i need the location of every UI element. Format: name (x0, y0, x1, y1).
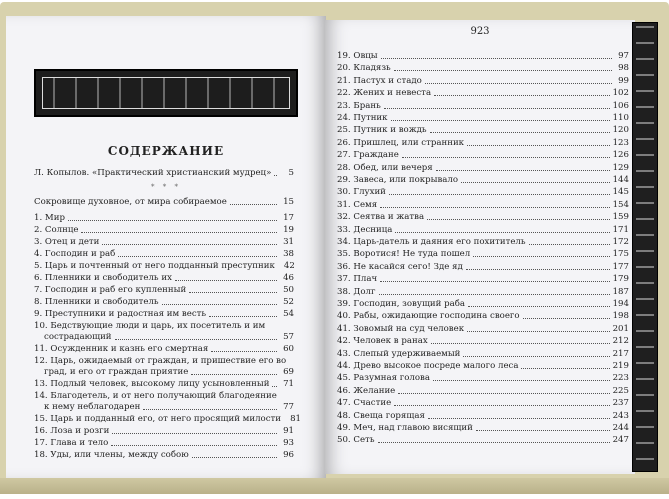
toc-entry (337, 76, 629, 86)
toc-entry (337, 262, 629, 272)
toc-entry-page: 237 (612, 398, 629, 409)
dot-leader (398, 386, 609, 394)
toc-entry-page: 57 (283, 332, 294, 342)
toc-entry-title: 37. Плач (337, 274, 378, 285)
toc-entry-page: 187 (612, 286, 629, 297)
toc-entry (337, 386, 629, 396)
toc-entry-title: 4. Господин и раб (34, 249, 116, 259)
toc-entry-title: 3. Отец и дети (34, 237, 100, 247)
toc-entry-title: 24. Путник (337, 113, 388, 123)
toc-entry-page: 102 (612, 88, 629, 99)
toc-entry (34, 379, 294, 389)
toc-entry-page: 38 (283, 249, 294, 259)
toc-entry-title: 31. Семя (337, 199, 378, 210)
toc-entry-title: 29. Завеса, или покрывало (337, 175, 459, 185)
toc-entry-page: 247 (612, 435, 629, 446)
toc-entry (337, 361, 629, 371)
toc-entry-page: 198 (612, 311, 629, 322)
toc-entry-page: 17 (283, 213, 294, 223)
toc-entry (34, 344, 294, 354)
toc-entry (337, 435, 629, 445)
dot-leader (272, 379, 277, 387)
toc-entry-page: 69 (283, 367, 294, 377)
toc-entry (337, 274, 629, 284)
toc-entry-page: 223 (612, 373, 629, 384)
section-separator: * * * (151, 183, 181, 191)
dot-leader (81, 225, 277, 233)
toc-entry-title: 50. Сеть (337, 435, 375, 446)
toc-entry-page: 96 (283, 450, 294, 460)
toc-entry (337, 113, 629, 123)
toc-entry (337, 138, 629, 148)
toc-entry-page: 129 (612, 162, 629, 173)
toc-entry-page: 159 (612, 212, 629, 223)
toc-entry (337, 349, 629, 359)
dot-leader (467, 138, 610, 146)
left-page (6, 16, 326, 478)
toc-entry-title: 44. Древо высокое посреде малого леса (337, 361, 519, 371)
toc-entry (337, 187, 629, 197)
page-number: 923 (470, 26, 490, 37)
dot-leader (431, 336, 610, 344)
dot-leader (118, 249, 277, 257)
toc-entry-page: 177 (612, 261, 629, 272)
toc-entry (34, 426, 294, 436)
toc-entry (337, 336, 629, 346)
dot-leader (428, 411, 610, 419)
dot-leader (175, 273, 277, 281)
toc-entry-page: 123 (612, 137, 629, 148)
toc-entry-page: 110 (612, 113, 629, 123)
toc-entry-title: 17. Глава и тело (34, 438, 109, 448)
toc-entry-title: 49. Меч, над главою висящий (337, 423, 473, 433)
dot-leader (466, 262, 610, 270)
toc-entry (34, 438, 294, 448)
dot-leader (380, 274, 609, 282)
toc-entry (337, 324, 629, 334)
dot-leader (102, 237, 277, 245)
toc-entry (337, 373, 629, 383)
dot-leader (468, 299, 610, 307)
dot-leader (391, 113, 610, 121)
toc-entry (337, 225, 629, 235)
dot-leader (384, 101, 610, 109)
toc-entry (34, 261, 294, 271)
toc-entry (44, 332, 294, 342)
toc-entry-line: 14. Благодетель, и от него получающий благодеяние (34, 391, 277, 401)
toc-entry-page: 243 (612, 410, 629, 421)
toc-entry (34, 213, 294, 223)
toc-entry-page: 144 (612, 175, 629, 185)
toc-entry-title: 38. Долг (337, 286, 376, 297)
toc-entry-page: 212 (612, 336, 629, 347)
toc-entry-page: 171 (612, 224, 629, 235)
dot-leader (209, 309, 277, 317)
toc-entry (337, 101, 629, 111)
toc-entry-page: 19 (283, 225, 294, 235)
toc-entry-title: 42. Человек в ранах (337, 336, 428, 347)
toc-entry (337, 299, 629, 309)
toc-entry-page: 194 (612, 299, 629, 309)
toc-entry-title: 20. Кладязь (337, 63, 391, 74)
toc-entry-title: 9. Преступники и радостная им весть (34, 309, 207, 319)
toc-entry-title: 32. Сеятва и жатва (337, 212, 425, 223)
dot-leader (230, 197, 277, 205)
dot-leader (274, 168, 277, 176)
toc-entry-line: 10. Бедствующие люди и царь, их посетитель и им (34, 321, 266, 331)
dot-leader (162, 297, 277, 305)
dot-leader (461, 175, 610, 183)
toc-entry (34, 273, 294, 283)
toc-entry-title: 28. Обед, или вечеря (337, 162, 433, 173)
dot-leader (427, 212, 609, 220)
contents-heading: СОДЕРЖАНИЕ (107, 144, 225, 158)
dot-leader (394, 63, 612, 71)
toc-entry (337, 63, 629, 73)
toc-entry-title: 18. Уды, или члены, между собою (34, 450, 189, 460)
toc-entry (337, 423, 629, 433)
ornamental-header-band (34, 69, 298, 117)
dot-leader (433, 373, 610, 381)
toc-entry (34, 225, 294, 235)
toc-entry-page: 120 (612, 125, 629, 136)
toc-entry (34, 168, 294, 178)
toc-entry (337, 150, 629, 160)
toc-entry-page: 97 (618, 51, 629, 61)
toc-entry (34, 297, 294, 307)
toc-entry-title: Сокровище духовное, от мира собираемое (34, 197, 227, 207)
toc-entry-title: 27. Граждане (337, 150, 399, 161)
toc-entry (34, 450, 294, 460)
toc-entry-page: 77 (283, 402, 294, 412)
toc-entry-page: 15 (283, 197, 294, 207)
right-page (325, 20, 635, 474)
toc-entry-title: 35. Воротися! Не туда пошел (337, 249, 471, 260)
toc-entry-page: 126 (612, 150, 629, 161)
toc-entry-page: 106 (612, 100, 629, 111)
dot-leader (380, 200, 609, 208)
toc-entry-title: 22. Жених и невеста (337, 88, 432, 99)
toc-entry (337, 212, 629, 222)
toc-entry-title: 7. Господин и раб его купленный (34, 285, 187, 295)
toc-entry (34, 285, 294, 295)
toc-entry (337, 249, 629, 259)
toc-entry-title: 48. Свеща горящая (337, 410, 425, 421)
dot-leader (395, 225, 609, 233)
toc-entry (337, 88, 629, 98)
toc-entry-title: сострадающий (44, 332, 112, 342)
toc-entry (34, 197, 294, 207)
toc-entry-line: 12. Царь, ожидаемый от граждан, и пришествие его во (34, 356, 287, 366)
toc-entry (34, 309, 294, 319)
dot-leader (463, 349, 609, 357)
toc-entry-page: 154 (612, 199, 629, 210)
toc-entry-title: 11. Осужденник и казнь его смертная (34, 344, 209, 354)
toc-entry-title: 8. Пленники и свободитель (34, 297, 159, 307)
dot-leader (211, 344, 277, 352)
toc-entry-title: 41. Зовомый на суд человек (337, 323, 465, 334)
toc-entry-title: 5. Царь и почтенный от него подданный преступник (34, 261, 275, 271)
toc-entry-page: 225 (612, 385, 629, 396)
toc-entry-page: 99 (618, 75, 629, 86)
toc-entry (337, 175, 629, 185)
dot-leader (68, 213, 277, 221)
toc-entry (337, 311, 629, 321)
toc-entry (337, 163, 629, 173)
toc-entry (34, 237, 294, 247)
toc-entry-page: 179 (612, 274, 629, 285)
dot-leader (434, 88, 610, 96)
dot-leader (402, 150, 610, 158)
dot-leader (191, 367, 277, 375)
toc-entry-title: 33. Десница (337, 224, 393, 235)
toc-entry (337, 237, 629, 247)
dot-leader (436, 163, 610, 171)
toc-entry-title: 47. Счастие (337, 398, 392, 409)
toc-entry-page: 93 (283, 438, 294, 448)
toc-entry-title: 26. Пришлец, или странник (337, 137, 465, 148)
toc-entry (337, 398, 629, 408)
dot-leader (189, 285, 277, 293)
toc-entry-title: 46. Желание (337, 385, 396, 396)
toc-entry-page: 91 (283, 426, 294, 436)
dot-leader (192, 450, 277, 458)
toc-entry (337, 200, 629, 210)
toc-entry (337, 51, 629, 61)
toc-entry-title: к нему неблагодарен (44, 402, 141, 412)
dot-leader (143, 402, 277, 410)
dot-leader (476, 423, 610, 431)
toc-entry-page: 217 (612, 348, 629, 359)
dot-leader (521, 361, 609, 369)
dot-leader (112, 426, 277, 434)
dot-leader (467, 324, 610, 332)
ornamental-side-strip (632, 22, 658, 472)
toc-entry-page: 219 (612, 361, 629, 371)
toc-entry-title: 13. Подлый человек, высокому лицу усыновленный (34, 379, 270, 389)
toc-entry-title: 30. Глухий (337, 187, 386, 198)
toc-entry-title: 36. Не касайся сего! Зде яд (337, 261, 463, 272)
toc-entry (44, 402, 294, 412)
toc-entry-page: 145 (612, 187, 629, 198)
toc-entry (34, 249, 294, 259)
dot-leader (111, 438, 277, 446)
toc-entry-page: 50 (283, 285, 294, 295)
toc-entry-page: 172 (612, 237, 629, 247)
toc-entry-title: Л. Копылов. «Практический христианский мудрец» (34, 168, 272, 178)
toc-entry (337, 411, 629, 421)
dot-leader (425, 76, 612, 84)
toc-entry-page: 52 (283, 297, 294, 307)
toc-entry-title: 15. Царь и подданный его, от него просящий милости (34, 414, 282, 424)
dot-leader (115, 332, 277, 340)
toc-entry-title: 19. Овцы (337, 51, 378, 61)
dot-leader (430, 125, 610, 133)
toc-entry-title: 23. Брань (337, 100, 381, 111)
toc-entry (34, 414, 302, 424)
toc-entry (337, 125, 629, 135)
toc-entry-title: 45. Разумная голова (337, 373, 431, 384)
toc-entry-title: 1. Мир (34, 213, 65, 223)
dot-leader (523, 311, 610, 319)
dot-leader (473, 249, 609, 257)
toc-entry-page: 60 (283, 344, 294, 354)
toc-entry-page: 81 (290, 414, 302, 424)
dot-leader (379, 287, 610, 295)
dot-leader (529, 237, 610, 245)
toc-entry-page: 31 (283, 237, 294, 247)
toc-entry-title: 43. Слепый удерживаемый (337, 348, 461, 359)
toc-entry-title: 16. Лоза и розги (34, 426, 110, 436)
toc-entry-title: 2. Солнце (34, 225, 79, 235)
toc-entry-title: 6. Пленники и свободитель их (34, 273, 172, 283)
dot-leader (394, 398, 609, 406)
toc-entry-page: 201 (612, 323, 629, 334)
dot-leader (389, 187, 610, 195)
toc-entry (44, 367, 294, 377)
toc-entry-page: 46 (283, 273, 294, 283)
toc-entry-page: 244 (612, 423, 629, 433)
toc-entry-title: 21. Пастух и стадо (337, 75, 422, 86)
toc-entry-title: 40. Рабы, ожидающие господина своего (337, 311, 520, 322)
toc-entry-page: 54 (283, 309, 294, 319)
dot-leader (381, 51, 612, 59)
dot-leader (378, 435, 610, 443)
toc-entry-page: 5 (288, 168, 294, 178)
toc-entry-title: град, и его от граждан приятие (44, 367, 189, 377)
toc-entry-page: 71 (283, 379, 294, 389)
toc-entry-title: 39. Господин, зовущий раба (337, 299, 466, 309)
toc-entry-title: 25. Путник и вождь (337, 125, 427, 136)
toc-entry-page: 98 (618, 63, 629, 74)
toc-entry (337, 287, 629, 297)
book-cover-edge (0, 478, 669, 494)
toc-entry-page: 42 (283, 261, 295, 271)
toc-entry-page: 175 (612, 249, 629, 260)
toc-entry-title: 34. Царь-датель и даяния его похититель (337, 237, 526, 247)
